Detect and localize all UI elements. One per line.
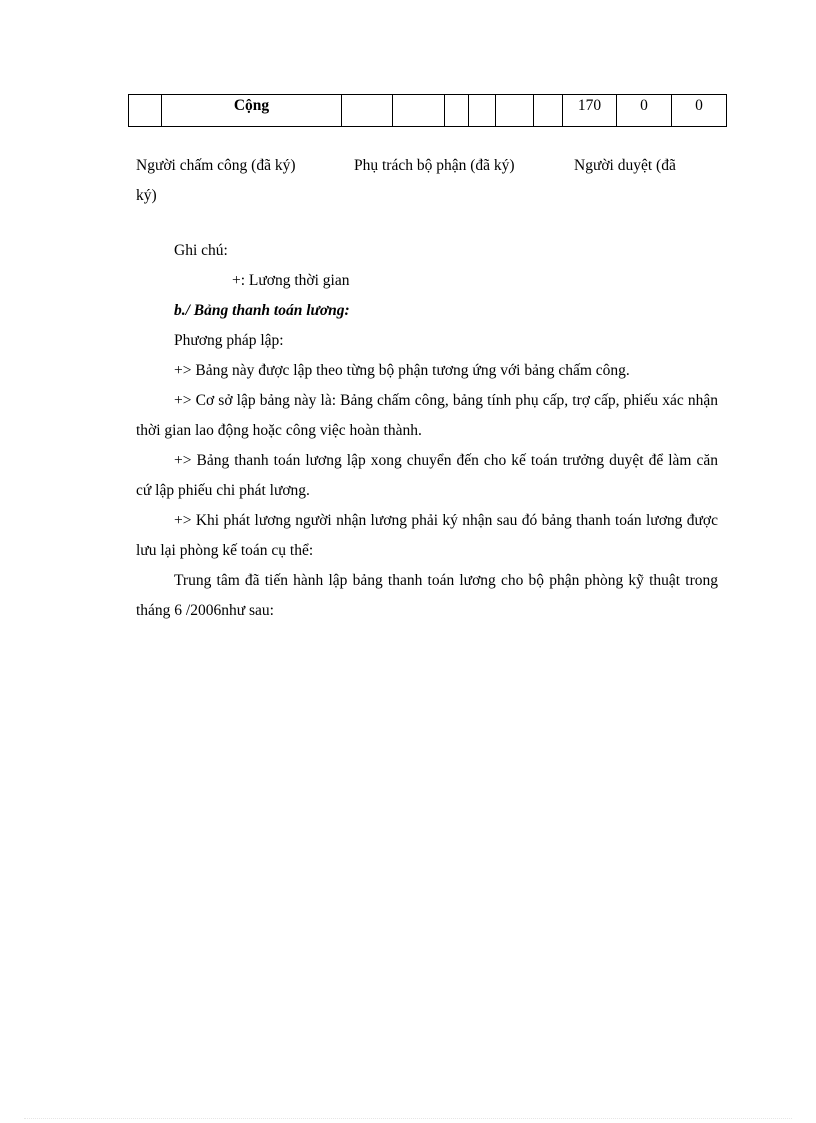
method-point: +> Bảng thanh toán lương lập xong chuyển đến cho kế toán trưởng duyệt để làm căn cứ lập phiếu chi phát lương. bbox=[136, 452, 718, 499]
method-point: +> Cơ sở lập bảng này là: Bảng chấm công, bảng tính phụ cấp, trợ cấp, phiếu xác nhận thời gian lao động hoặc công việc hoàn thành. bbox=[136, 392, 718, 439]
notes-label: Ghi chú: bbox=[174, 242, 228, 259]
notes-item: +: Lương thời gian bbox=[232, 272, 350, 289]
timekeeper-signature: Người chấm công (đã ký) bbox=[136, 157, 296, 174]
total-cell: 0 bbox=[672, 95, 727, 127]
dept-head-signature: Phụ trách bộ phận (đã ký) bbox=[354, 157, 515, 174]
section-heading: b./ Bảng thanh toán lương: bbox=[174, 302, 350, 319]
total-label: Cộng bbox=[162, 95, 342, 127]
closing-paragraph: Trung tâm đã tiến hành lập bảng thanh toán lương cho bộ phận phòng kỹ thuật trong tháng 6 /2006như sau: bbox=[136, 572, 718, 619]
timesheet-total-table bbox=[128, 94, 727, 127]
total-cell bbox=[445, 95, 469, 127]
approver-signature-cont: ký) bbox=[136, 187, 157, 204]
total-row bbox=[129, 95, 727, 127]
total-cell bbox=[342, 95, 393, 127]
page-bottom-rule bbox=[24, 1118, 792, 1119]
method-point: +> Bảng này được lập theo từng bộ phận tương ứng với bảng chấm công. bbox=[174, 362, 630, 379]
total-cell bbox=[129, 95, 162, 127]
total-cell bbox=[469, 95, 496, 127]
total-workdays: 170 bbox=[563, 95, 617, 127]
total-cell: 0 bbox=[617, 95, 672, 127]
method-point: +> Khi phát lương người nhận lương phải ký nhận sau đó bảng thanh toán lương được lưu lại phòng kế toán cụ thể: bbox=[136, 512, 718, 559]
total-cell bbox=[534, 95, 563, 127]
method-label: Phương pháp lập: bbox=[174, 332, 284, 349]
approver-signature: Người duyệt (đã bbox=[574, 157, 676, 174]
total-cell bbox=[496, 95, 534, 127]
total-cell bbox=[393, 95, 445, 127]
